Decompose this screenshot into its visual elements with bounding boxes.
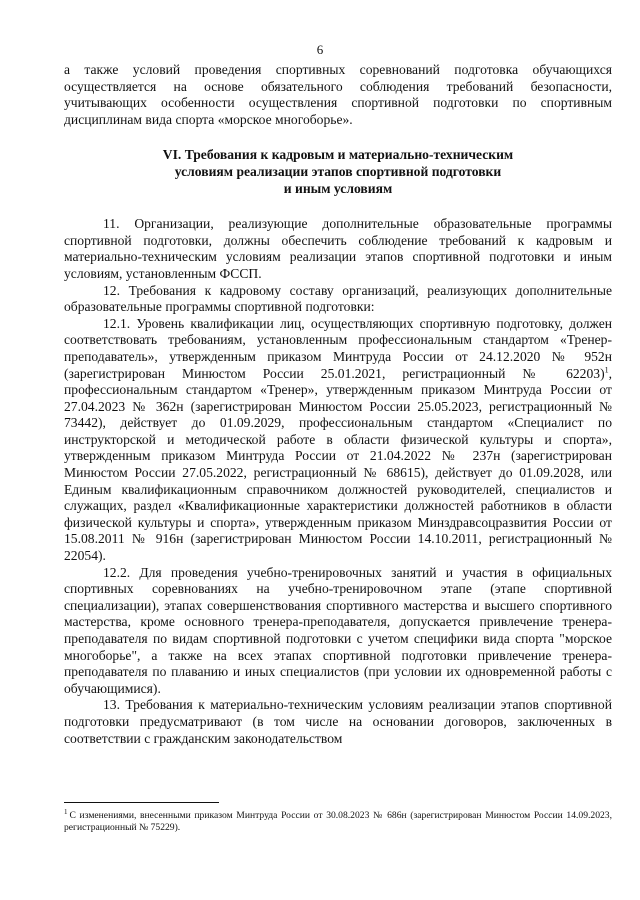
paragraph-12-2: 12.2. Для проведения учебно-тренировочных занятий и участия в официальных спортивных соревнованиях на учебно-тренировочном этапе (этапе спортивной специализации), этапах совершенствования спортивного мастерства и высшего спортивного мастерства, кроме основного тренера-преподавателя, допускается привлечение тренера-преподавателя по видам спортивной подготовки с учетом специфики вида спорта "морское многоборье", а также на всех этапах спортивной подготовки привлечение тренера-преподавателя по плаванию и иных специалистов (при условии их одновременной работы с обучающимися). [64, 564, 612, 696]
paragraph-12-1 [64, 316, 612, 565]
footnote-mark: 1 [64, 807, 68, 816]
paragraph-13: 13. Требования к материально-техническим условиям реализации этапов спортивной подготовки предусматривают (в том числе на основании договоров, заключенных в соответствии с гражданским законодательством [64, 697, 612, 746]
footnote-divider [64, 802, 219, 803]
section-heading-line-2: условиям реализации этапов спортивной подготовки [174, 163, 502, 179]
paragraph-12-1-part-1: 12.1. Уровень квалификации лиц, осуществляющих спортивную подготовку, должен соответствовать требованиям, установленным профессиональным стандартом «Тренер-преподаватель», утвержденным приказом Минтруда России от 24.12.2020 № 952н (зарегистрирован Минюстом России 25.01.2021, регистрационный № 62203) [64, 315, 612, 381]
section-heading-line-1: VI. Требования к кадровым и материально-техническим [162, 147, 514, 163]
intro-paragraph: а также условий проведения спортивных соревнований подготовка обучающихся осуществляется на основе обязательного соблюдения требований безопасности, учитывающих особенности осуществления спортивной подготовки по спортивным дисциплинам вида спорта «морское многоборье». [64, 62, 612, 127]
document-body [64, 62, 612, 747]
section-heading-line-3: и иным условиям [283, 180, 393, 196]
footnote-reference[interactable]: 1 [604, 364, 609, 374]
paragraph-12-1-part-2: , профессиональным стандартом «Тренер», утвержденным приказом Минтруда России от 27.04.2023 № 362н (зарегистрирован Минюстом России 25.05.2023, регистрационный № 73442), действует до 01.09.2029, профессиональным стандартом «Специалист по инструкторской и методической работе в области физической культуры и спорта», утвержденным приказом Минтруда России от 21.04.2022 № 237н (зарегистрирован Минюстом России 27.05.2022, регистрационный № 68615), действует до 01.09.2028, или Единым квалификационным справочником должностей руководителей, специалистов и служащих, раздел «Квалификационные характеристики должностей работников в области физической культуры и спорта», утвержденным приказом Минздравсоцразвития России от 15.08.2011 № 916н (зарегистрирован Минюстом России 14.10.2011, регистрационный № 22054). [64, 365, 612, 564]
footnote [64, 807, 612, 835]
paragraph-12: 12. Требования к кадровому составу организаций, реализующих дополнительные образовательные программы спортивной подготовки: [64, 282, 612, 315]
paragraph-11: 11. Организации, реализующие дополнительные образовательные программы спортивной подготовки, должны обеспечить соблюдение требований к кадровым и материально-техническим условиям реализации этапов спортивной подготовки и иным условиям, установленным ФССП. [64, 216, 612, 281]
footnote-text: С изменениями, внесенными приказом Минтруда России от 30.08.2023 № 686н (зарегистрирован Минюстом России 14.09.2023, регистрационный № 75229). [64, 810, 612, 834]
page-number: 6 [316, 42, 324, 57]
section-heading [64, 147, 612, 197]
